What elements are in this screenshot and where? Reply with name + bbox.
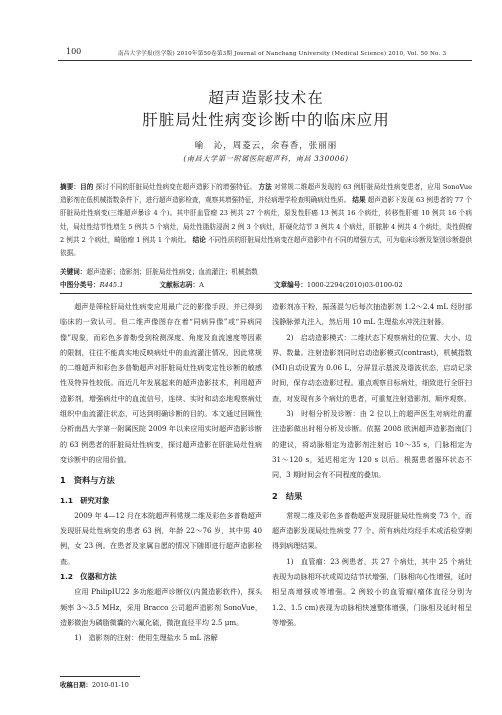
article-title-line2: 肝脏局灶性病变诊断中的临床应用 — [142, 111, 390, 129]
method-label: 方法 — [258, 183, 272, 191]
journal-name-cn: 南昌大学学报(医学版) 2010年第50卷第3期 — [118, 51, 233, 57]
keywords-text: 超声造影；造影剂；肝脏局灶性病变；血流灌注；机械指数 — [86, 268, 258, 276]
right-column — [272, 299, 472, 630]
conclusion-label: 结论 — [192, 235, 206, 244]
result-label: 结果 — [352, 196, 366, 205]
keywords-label: 关键词： — [60, 268, 87, 276]
section-heading-1: 1 资料与方法 — [60, 475, 115, 486]
received-date: 收稿日期：2010-01-10 — [60, 681, 129, 689]
affiliation: (南昌大学第一附属医院超声科，南昌 330006) — [183, 154, 349, 163]
journal-name-en: Journal of Nanchang University (Medical Science) 2010, Vol. 50 No. 3 — [234, 51, 447, 57]
step1-paragraph: 1) 造影剂的注射：使用生理盐水 5 mL 溶解 — [74, 633, 218, 643]
header-rule — [58, 60, 472, 61]
author-list: 喻 沁，周菱云，余春香，张丽丽 — [194, 141, 338, 151]
abstract-rule — [60, 293, 472, 294]
subjects-paragraph: 2009 年 4—12 月在本院超声科常规二维及彩色多普勒超声发现肝局灶性病变的患者 63 例，年龄 22～76 岁，其中男 40 例，女 23 例。在患者及家属自愿的情况下随即进行超声造影检查。 — [60, 510, 262, 566]
running-header — [58, 47, 472, 61]
abstract — [60, 181, 472, 260]
article-title-line1: 超声造影技术在 — [208, 89, 324, 107]
results-paragraph: 常规二维及彩色多普勒超声发现肝脏局灶性病变 73 个，而超声造影发现局灶性病变 77 个。所有病灶均经手术或活检穿刺得到病理结果。 — [272, 510, 472, 551]
abstract-result: 超声造影下发现 63 例患者的 77 个肝脏局灶性病变(三维超声暴诊 4 个)。其中肝血管瘤 23 例共 27 个病灶，原发性肝癌 13 例共 16 个病灶，转移性肝癌 10 例共 16 个病灶，局灶性结节性增生 5 例共 5 个病灶，局灶性脂肪浸润 2 例 3 个病灶，肝硬化结节 3 例共 4 个病灶，肝脓肿 4 例共 4 个病灶，炎性假瘤 2 例共 2 个病灶，畸胎瘤 1 例共 1 个病灶。 — [60, 196, 473, 244]
footnote-rule — [60, 676, 140, 677]
abstract-method: 对常规二维超声发现的 63 例肝脏局灶性病变患者，应用 SonoVue 造影剂在低机械指数条件下，进行超声造影检查，观察其增强特征，并经病理学检查明确病灶性质。 — [60, 183, 473, 205]
journal-citation — [118, 49, 446, 57]
step3-paragraph: 3) 时相分析及诊断：由 2 位以上的超声医生对病灶的灌注造影做出时相分析及诊断。依据 2008 欧洲超声造影指南[门的建议，将动脉相定为造影剂注射后 10～35 s，门脉相定为 31～120 s，延迟相定为 120 s 以后。根据患者器环状态不同，3 期时间会有不同程度的叠加。 — [272, 409, 472, 480]
intro-paragraph: 超声是筛检肝局灶性病变应用最广泛的影像手段，并已得到临床的一致认可。但二维声像图存在着“同病异像”或“异病同像”现象，而彩色多普勒受到检测深度、角度及血流速度等因素的限制，往往不能真实地反映病灶中的血流灌注情况，因此常规的二维超声和彩色多普勒超声对肝脏局灶性病变定性诊断的敏感性及特异性较低。而近几年发展起来的超声造影技术，利用超声造影剂，增强病灶中的血流信号，连续、实时和动态地观察病灶组织中血流灌注状态，可达到明确诊断的目的。本文通过回顾性分析南昌大学第一附属医院 2009 年以来应用实时超声造影诊断的 63 例患者的肝脏局灶性病变，探讨超声造影在肝脏局灶性病变诊断中的应用价值。 — [60, 302, 262, 464]
left-column — [60, 299, 262, 646]
doc-code-field: 文献标志码：A — [159, 281, 204, 289]
page-number: 100 — [66, 47, 82, 56]
article-number-field: 文章编号：1000-2294(2010)03-0100-02 — [273, 281, 403, 289]
subsection-heading-1-1: 1.1 研究对象 — [60, 495, 110, 505]
step1-continued: 造影剂冻干粉，振荡混匀后每次抽造影剂 1.2～2.4 mL 经肘部浅静脉弹丸注入，然后用 10 mL 生理盐水冲洗注射器。 — [272, 302, 472, 327]
step2-paragraph: 2) 启动造影模式：二维状态下观察病灶的位置、大小、边界、数量。注射造影剂同时启动造影模式(contrast)，机械指数(MI)自动设置为 0.06 L，分屏显示基波及谐波状态，启动记录时间，保存动态造影过程。重点观察目标病灶，细致进行全肝扫查，对发现有多个病灶的患者，可重复注射造影剂，顺序观察。 — [272, 332, 472, 403]
classification-row — [60, 279, 472, 289]
section-heading-2: 2 结果 — [272, 490, 303, 501]
keywords-row — [60, 266, 472, 276]
instrument-paragraph: 应用 PhilipIU22 多功能超声诊断仪(内置造影软件)，探头频率 3～3.5 MHz，采用 Bracco 公司超声造影剂 SonoVue，造影微泡为磷脂微囊的六氟化硫，微泡直径平均 2.5 μm。 — [60, 587, 262, 627]
subsection-heading-1-2: 1.2 仪器和方法 — [60, 572, 117, 582]
abstract-label: 摘要：目的 — [60, 183, 94, 191]
abstract-conclusion: 不同性质的肝脏局灶性病变在超声造影中有不同的增强方式，可为临床诊断及鉴别诊断提供依据。 — [60, 235, 472, 258]
hemangioma-paragraph: 1) 血管瘤：23 例患者，共 27 个病灶，其中 25 个病灶表现为动脉相环状或周边结节状增强，门脉相向心性增强，延时相呈高增强或等增强。2 例较小的血管瘤(瘤体直径分别为 1.2、1.5 cm)表现为动脉相快速整体增强，门脉相及延时相呈等增强。 — [272, 556, 472, 627]
clc-field: 中图分类号：R445.1 — [60, 281, 124, 289]
abstract-objective: 探讨不同的肝脏局灶性病变在超声造影下的增强特征。 — [95, 183, 257, 191]
